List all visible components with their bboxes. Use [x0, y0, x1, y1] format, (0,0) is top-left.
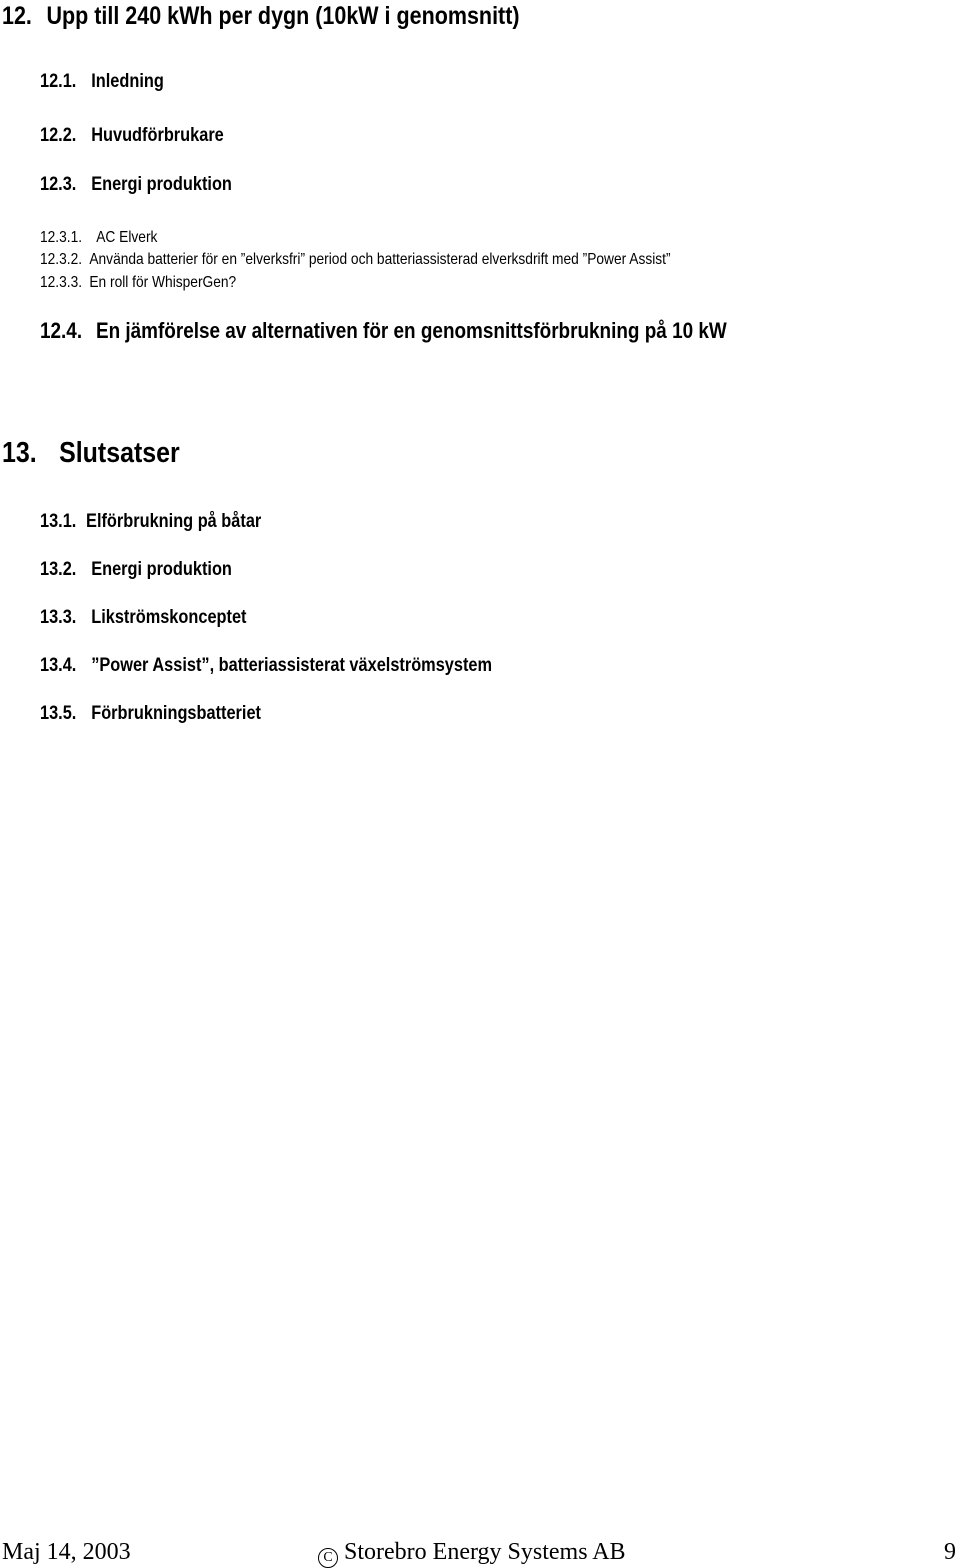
heading-12-3-1-title: AC Elverk — [96, 229, 158, 246]
copyright-icon — [318, 1548, 338, 1568]
heading-13-number: 13. — [2, 437, 37, 469]
heading-13-2-title: Energi produktion — [91, 559, 232, 580]
heading-12-1 — [40, 72, 164, 91]
footer-date: Maj 14, 2003 — [2, 1539, 131, 1565]
heading-13-4-number: 13.4. — [40, 655, 77, 676]
heading-13-3-number: 13.3. — [40, 607, 77, 628]
heading-12-2-title: Huvudförbrukare — [91, 125, 224, 146]
heading-13-1-number: 13.1. — [40, 511, 77, 532]
copyright-symbol: C — [323, 1550, 333, 1565]
heading-12-3-2 — [40, 252, 671, 268]
heading-13 — [2, 439, 180, 468]
heading-12-title: Upp till 240 kWh per dygn (10kW i genomsnitt) — [46, 2, 520, 30]
heading-12-1-title: Inledning — [91, 71, 164, 92]
heading-12-3-3-number: 12.3.3. — [40, 274, 83, 291]
page-footer — [0, 1540, 960, 1564]
heading-13-title: Slutsatser — [59, 437, 180, 469]
heading-12-number: 12. — [2, 2, 32, 30]
heading-12-4-number: 12.4. — [40, 318, 83, 343]
heading-12-3-1 — [40, 230, 157, 246]
heading-13-5-title: Förbrukningsbatteriet — [91, 703, 261, 724]
footer-copyright — [318, 1540, 626, 1568]
footer-page-number: 9 — [944, 1539, 956, 1565]
heading-12-3-3-title: En roll för WhisperGen? — [89, 274, 237, 291]
heading-12-2-number: 12.2. — [40, 125, 77, 146]
heading-13-3-title: Likströmskonceptet — [91, 607, 247, 628]
heading-12-3-2-title: Använda batterier för en ”elverksfri” period och batteriassisterad elverksdrift med ”Power Assist” — [89, 251, 671, 268]
heading-13-4-title: ”Power Assist”, batteriassisterat växelströmsystem — [91, 655, 493, 676]
heading-12 — [2, 4, 520, 29]
heading-13-1 — [40, 512, 261, 531]
heading-12-1-number: 12.1. — [40, 71, 77, 92]
heading-12-3-number: 12.3. — [40, 174, 77, 195]
heading-12-3-3 — [40, 275, 236, 291]
heading-13-2 — [40, 560, 232, 579]
heading-12-3 — [40, 175, 232, 194]
heading-12-4 — [40, 320, 727, 342]
heading-13-1-title: Elförbrukning på båtar — [86, 511, 262, 532]
footer-company: Storebro Energy Systems AB — [344, 1539, 626, 1565]
heading-13-2-number: 13.2. — [40, 559, 77, 580]
heading-13-3 — [40, 608, 246, 627]
heading-13-5 — [40, 704, 261, 723]
heading-12-3-2-number: 12.3.2. — [40, 251, 83, 268]
heading-13-5-number: 13.5. — [40, 703, 77, 724]
heading-12-3-1-number: 12.3.1. — [40, 229, 83, 246]
heading-12-3-title: Energi produktion — [91, 174, 232, 195]
heading-12-2 — [40, 126, 224, 145]
heading-13-4 — [40, 656, 492, 675]
heading-12-4-title: En jämförelse av alternativen för en genomsnittsförbrukning på 10 kW — [95, 318, 727, 343]
